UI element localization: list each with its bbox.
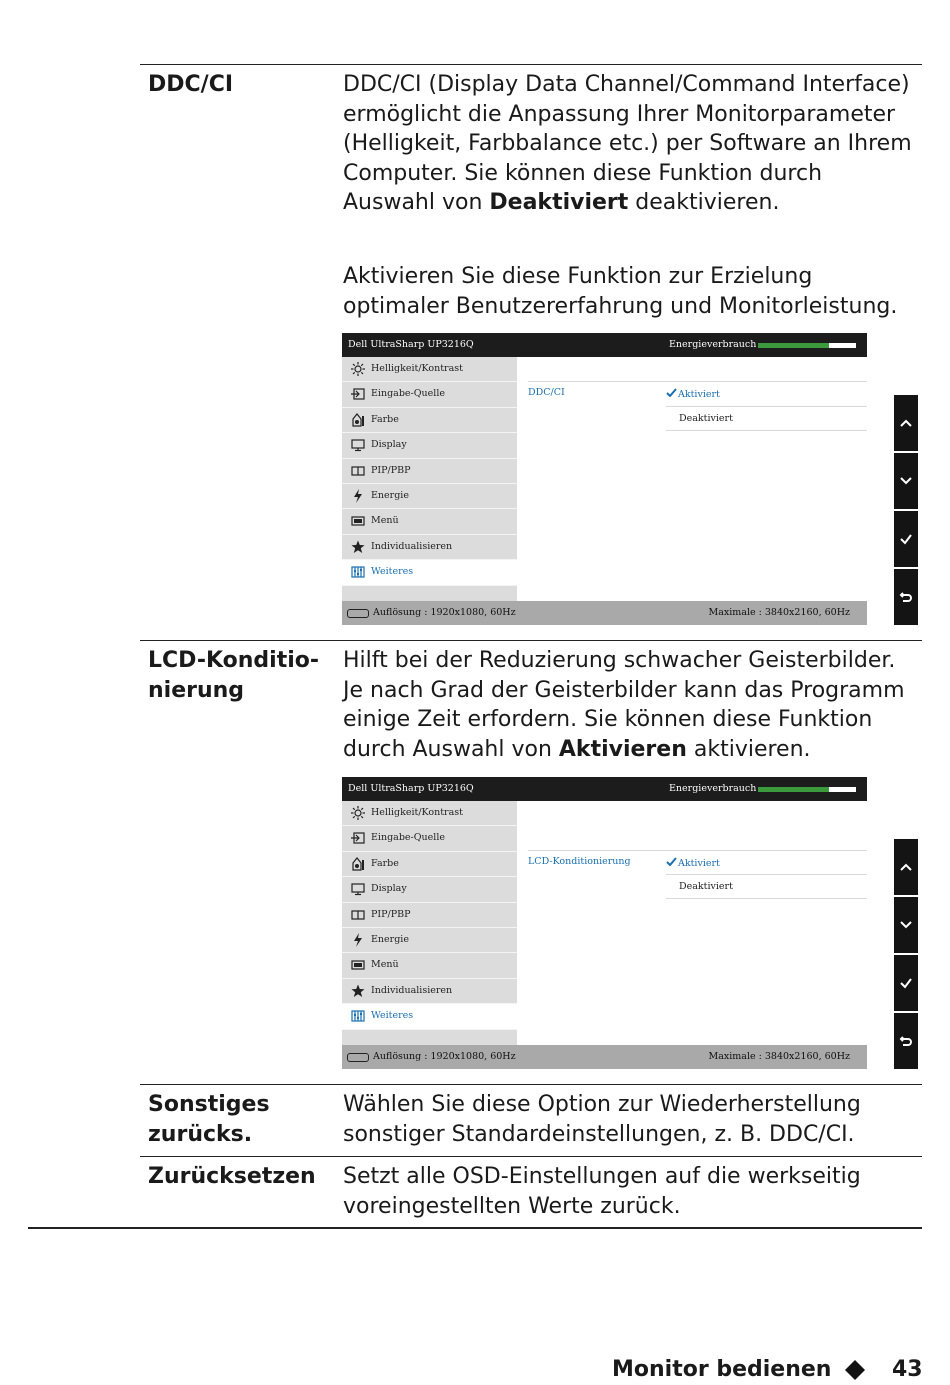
energy-icon — [351, 489, 365, 503]
monitor-icon — [351, 882, 365, 896]
row-divider — [140, 640, 922, 641]
osd-title-bar — [342, 777, 867, 801]
energy-meter — [758, 787, 856, 792]
connector-icon — [347, 1053, 369, 1062]
description-ddc-ci: DDC/CI (Display Data Channel/Command Interface) ermöglicht die Anpassung Ihrer Monitorparameter (Helligkeit, Farbbalance etc.) per Software an Ihrem Computer. Sie können diese Funktion durch Auswahl von Deaktiviert deaktivieren. — [343, 72, 912, 216]
divider — [666, 430, 867, 431]
check-icon — [666, 388, 678, 400]
back-arrow-icon — [899, 590, 913, 604]
menu-icon — [351, 514, 365, 528]
osd-submenu — [517, 801, 867, 1045]
divider — [528, 850, 867, 851]
osd-menu-item[interactable] — [342, 382, 517, 407]
chevron-up-icon — [899, 416, 913, 430]
osd-menu-item[interactable] — [342, 459, 517, 484]
osd-menu-item-label: Helligkeit/Kontrast — [371, 807, 463, 818]
others-icon — [351, 1009, 365, 1023]
osd-title-bar — [342, 333, 867, 357]
osd-param-ddc-ci[interactable]: DDC/CI — [528, 387, 565, 398]
star-icon — [351, 540, 365, 554]
energy-meter — [758, 343, 856, 348]
osd-option-enabled[interactable]: Aktiviert — [666, 388, 720, 400]
osd-menu-item-label: Individualisieren — [371, 984, 453, 996]
connector-icon — [347, 609, 369, 618]
table-top-rule — [140, 64, 922, 65]
ok-button[interactable] — [894, 955, 918, 1011]
divider — [666, 406, 867, 407]
osd-menu-item-label: Weiteres — [371, 1010, 414, 1022]
osd-menu-item-label: Eingabe-Quelle — [371, 388, 445, 400]
osd-option-disabled[interactable]: Deaktiviert — [679, 881, 733, 892]
osd-menu-item-label: Eingabe-Quelle — [371, 832, 445, 844]
osd-menu-item[interactable] — [342, 979, 517, 1004]
osd-menu-item-label: Display — [371, 883, 407, 895]
osd-menu-item-label: PIP/PBP — [371, 908, 411, 920]
diamond-icon — [845, 1360, 865, 1380]
osd-menu-item-label: Individualisieren — [371, 540, 453, 552]
osd-menu-item[interactable] — [342, 953, 517, 978]
row-divider — [140, 1084, 922, 1085]
osd-menu-item-label: Farbe — [371, 857, 399, 869]
down-button[interactable] — [894, 897, 918, 953]
energy-meter-fill — [758, 787, 829, 792]
input-source-icon — [351, 387, 365, 401]
color-icon — [351, 413, 365, 427]
footer-section-title: Monitor bedienen — [612, 1357, 832, 1382]
ok-button[interactable] — [894, 511, 918, 567]
osd-menu-item[interactable] — [342, 877, 517, 902]
osd-menu-item[interactable] — [342, 852, 517, 877]
divider — [666, 898, 867, 899]
osd-option-disabled[interactable]: Deaktiviert — [679, 413, 733, 424]
osd-menu-item[interactable] — [342, 408, 517, 433]
osd-menu-item-label: Display — [371, 439, 407, 451]
chevron-up-icon — [899, 860, 913, 874]
description-reset-others: Wählen Sie diese Option zur Wiederherstellung sonstiger Standardeinstellungen, z. B. DDC/CI. — [343, 1092, 861, 1147]
osd-resolution: Auflösung : 1920x1080, 60Hz — [373, 1051, 516, 1062]
term-lcd-conditioning: LCD-Konditio- nierung — [148, 648, 319, 703]
osd-menu-item-label: Menü — [371, 515, 399, 527]
back-button[interactable] — [894, 1013, 918, 1069]
osd-option-enabled[interactable]: Aktiviert — [666, 857, 720, 869]
osd-param-lcd-conditioning[interactable]: LCD-Konditionierung — [528, 856, 631, 867]
pip-icon — [351, 908, 365, 922]
sun-icon — [351, 362, 365, 376]
energy-icon — [351, 933, 365, 947]
osd-screenshot-ddc-ci — [342, 333, 867, 625]
osd-menu-item[interactable] — [342, 826, 517, 851]
osd-menu-item-label: Weiteres — [371, 566, 414, 578]
osd-menu-item-label: Energie — [371, 489, 409, 501]
osd-max-resolution: Maximale : 3840x2160, 60Hz — [708, 607, 850, 618]
color-icon — [351, 857, 365, 871]
others-icon — [351, 565, 365, 579]
osd-menu-item[interactable] — [342, 357, 517, 382]
monitor-icon — [351, 438, 365, 452]
menu-icon — [351, 958, 365, 972]
osd-model-name: Dell UltraSharp UP3216Q — [348, 783, 474, 794]
check-icon — [899, 976, 913, 990]
osd-submenu — [517, 357, 867, 601]
osd-menu-item[interactable] — [342, 801, 517, 826]
osd-status-bar — [342, 1045, 867, 1069]
osd-menu-item-label: Helligkeit/Kontrast — [371, 363, 463, 374]
sun-icon — [351, 806, 365, 820]
osd-menu-item[interactable] — [342, 928, 517, 953]
check-icon — [899, 532, 913, 546]
table-bottom-rule — [28, 1227, 922, 1229]
osd-resolution: Auflösung : 1920x1080, 60Hz — [373, 607, 516, 618]
osd-menu-item-label: Energie — [371, 933, 409, 945]
term-reset-all: Zurücksetzen — [148, 1164, 316, 1189]
osd-menu-item-label: Farbe — [371, 413, 399, 425]
divider — [528, 381, 867, 382]
back-arrow-icon — [899, 1034, 913, 1048]
up-button[interactable] — [894, 395, 918, 451]
osd-status-bar — [342, 601, 867, 625]
osd-menu-item-label: Menü — [371, 959, 399, 971]
osd-menu — [342, 357, 517, 609]
down-button[interactable] — [894, 453, 918, 509]
check-icon — [666, 857, 678, 869]
description-ddc-ci-2: Aktivieren Sie diese Funktion zur Erzielung optimaler Benutzererfahrung und Monitorleistung. — [343, 264, 898, 319]
pip-icon — [351, 464, 365, 478]
osd-energy-label: Energieverbrauch — [669, 783, 757, 794]
osd-menu-item[interactable] — [342, 433, 517, 458]
osd-screenshot-lcd-conditioning — [342, 777, 867, 1069]
chevron-down-icon — [899, 474, 913, 488]
osd-menu-item[interactable] — [342, 560, 517, 585]
osd-menu — [342, 801, 517, 1053]
osd-menu-item-label: PIP/PBP — [371, 464, 411, 476]
osd-menu-item[interactable] — [342, 509, 517, 534]
term-reset-others: Sonstiges zurücks. — [148, 1092, 270, 1147]
osd-menu-item[interactable] — [342, 903, 517, 928]
osd-max-resolution: Maximale : 3840x2160, 60Hz — [708, 1051, 850, 1062]
up-button[interactable] — [894, 839, 918, 895]
chevron-down-icon — [899, 918, 913, 932]
description-reset-all: Setzt alle OSD-Einstellungen auf die werkseitig voreingestellten Werte zurück. — [343, 1164, 861, 1219]
osd-menu-item[interactable] — [342, 484, 517, 509]
page-number: 43 — [892, 1357, 923, 1382]
row-divider — [140, 1156, 922, 1157]
back-button[interactable] — [894, 569, 918, 625]
divider — [666, 874, 867, 875]
input-source-icon — [351, 831, 365, 845]
osd-menu-item[interactable] — [342, 1004, 517, 1029]
osd-energy-label: Energieverbrauch — [669, 339, 757, 350]
star-icon — [351, 984, 365, 998]
energy-meter-fill — [758, 343, 829, 348]
osd-model-name: Dell UltraSharp UP3216Q — [348, 339, 474, 350]
osd-menu-item[interactable] — [342, 535, 517, 560]
description-lcd-conditioning: Hilft bei der Reduzierung schwacher Geisterbilder. Je nach Grad der Geisterbilder kann das Programm einige Zeit erfordern. Sie können diese Funktion durch Auswahl von Aktivieren aktivieren. — [343, 648, 905, 762]
term-ddc-ci: DDC/CI — [148, 72, 234, 97]
